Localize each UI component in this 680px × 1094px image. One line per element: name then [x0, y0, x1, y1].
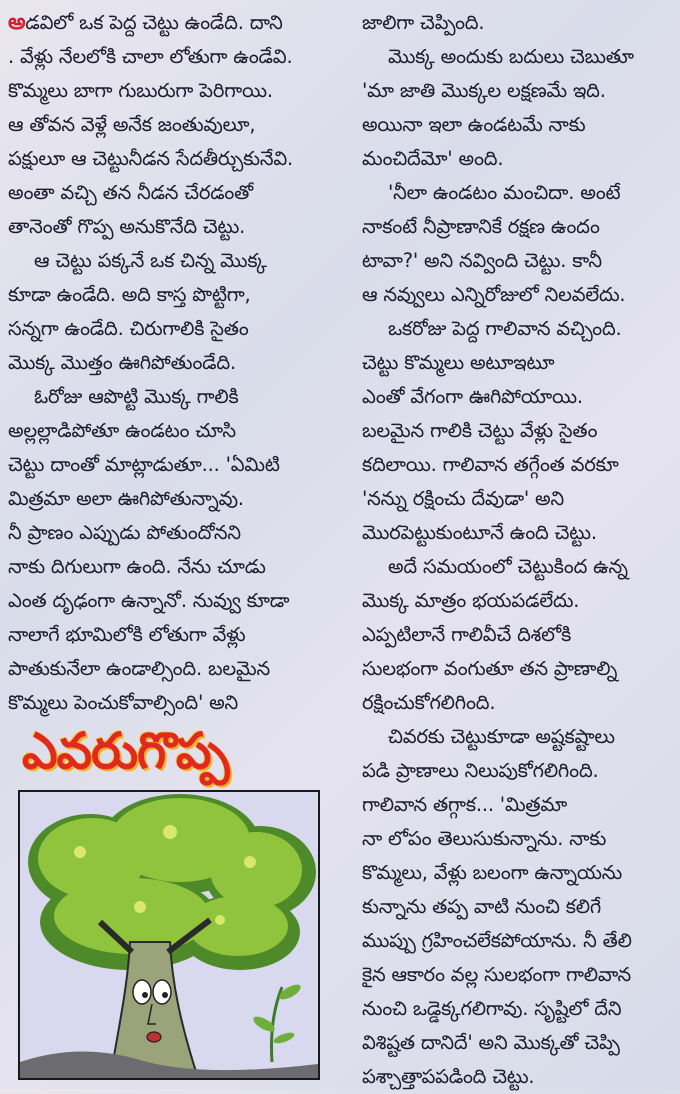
story-line-text: కొమ్మలు బాగా గుబురుగా పెరిగాయి. — [8, 79, 273, 102]
story-line — [362, 142, 674, 176]
story-line-text: సన్నగా ఉండేది. చిరుగాలికి సైతం — [8, 317, 249, 340]
story-line-text: మిత్రమా అలా ఊగిపోతున్నావు. — [8, 487, 244, 510]
story-line — [362, 788, 674, 822]
story-line — [362, 516, 674, 550]
story-line-text: విశిష్టత దానిదే' అని మొక్కతో చెప్పి — [362, 1031, 620, 1054]
story-line — [8, 40, 334, 74]
story-line — [8, 686, 334, 720]
story-line-text: మొక్క మాత్రం భయపడలేదు. — [362, 589, 580, 612]
story-line-text: అదే సమయంలో చెట్టుకింద ఉన్న — [388, 555, 628, 578]
story-line-text: నా లోపం తెలుసుకున్నాను. నాకు — [362, 827, 607, 850]
story-line-text: అంతా వచ్చి తన నీడన చేరడంతో — [8, 181, 253, 204]
story-line — [8, 482, 334, 516]
story-line — [362, 754, 674, 788]
story-line-text: మొక్క మొత్తం ఊగిపోతుండేది. — [8, 351, 236, 374]
story-line-text: కొమ్మలు పెంచుకోవాల్సింది' అని — [8, 691, 239, 714]
story-line-text: పక్షులూ ఆ చెట్టునీడన సేదతీర్చుకునేవి. — [8, 147, 293, 170]
story-line — [8, 414, 334, 448]
story-line — [362, 414, 674, 448]
story-line — [362, 958, 674, 992]
story-right-column — [362, 6, 674, 1094]
story-line — [362, 6, 674, 40]
story-title: ఎవరుగొప్ప — [22, 722, 229, 780]
story-line-text: మొక్క అందుకు బదులు చెబుతూ — [388, 45, 634, 68]
story-line — [362, 74, 674, 108]
tree-illustration — [18, 790, 320, 1080]
story-line — [362, 244, 674, 278]
story-line — [362, 890, 674, 924]
story-line-text: నాకు దిగులుగా ఉంది. నేను చూడు — [8, 555, 266, 578]
story-line — [362, 346, 674, 380]
story-line — [8, 74, 334, 108]
story-line — [8, 516, 334, 550]
story-line-text: గాలివాన తగ్గాక... 'మిత్రమా — [362, 793, 568, 816]
story-line-text: టావా?' అని నవ్వింది చెట్టు. కానీ — [362, 249, 602, 272]
story-line-text: కున్నాను తప్ప వాటి నుంచి కలిగే — [362, 895, 602, 918]
story-line-text: 'మా జాతి మొక్కల లక్షణమే ఇది. — [362, 79, 606, 102]
story-line — [362, 40, 674, 74]
story-line-text: పడి ప్రాణాలు నిలుపుకోగలిగింది. — [362, 759, 599, 782]
story-line-text: సులభంగా వంగుతూ తన ప్రాణాల్ని — [362, 657, 618, 680]
story-line-text: ఆ చెట్టు పక్కనే ఒక చిన్న మొక్క — [34, 249, 267, 272]
story-line-text: చెట్టు కొమ్మలు అటూఇటూ — [362, 351, 555, 374]
story-line — [8, 210, 334, 244]
story-line-text: రక్షించుకోగలిగింది. — [362, 691, 496, 714]
story-line — [362, 992, 674, 1026]
story-line — [8, 618, 334, 652]
story-line-text: నీ ప్రాణం ఎప్పుడు పోతుందోనని — [8, 521, 241, 544]
story-line-text: కూడా ఉండేది. అది కాస్త పొట్టిగా, — [8, 283, 251, 306]
story-line — [362, 652, 674, 686]
story-line — [362, 550, 674, 584]
story-line — [362, 176, 674, 210]
story-line-text: అయినా ఇలా ఉండటమే నాకు — [362, 113, 586, 136]
story-line-text: ఎంతో వేగంగా ఊగిపోయాయి. — [362, 385, 583, 408]
story-line — [362, 1026, 674, 1060]
story-line-text: పాతుకునేలా ఉండాల్సింది. బలమైన — [8, 657, 270, 680]
story-line-text: ఆ తోవన వెళ్లే అనేక జంతువులూ, — [8, 113, 256, 136]
story-line-text: ఓరోజు ఆపొట్టి మొక్క గాలికి — [34, 385, 239, 408]
dropcap-letter: అ — [8, 10, 26, 35]
story-line-text: 'నన్ను రక్షించు దేవుడా' అని — [362, 487, 564, 510]
story-line-text: మొరపెట్టుకుంటూనే ఉంది చెట్టు. — [362, 521, 597, 544]
story-line — [8, 6, 334, 40]
story-line-text: నాకంటే నీప్రాణానికే రక్షణ ఉందం — [362, 215, 600, 238]
story-line — [8, 550, 334, 584]
story-line-text: ఎప్పటిలానే గాలివీచే దిశలోకి — [362, 623, 572, 646]
story-line — [8, 380, 334, 414]
story-line — [8, 278, 334, 312]
story-line — [362, 584, 674, 618]
story-line — [8, 448, 334, 482]
story-line — [8, 244, 334, 278]
story-line — [362, 210, 674, 244]
story-line-text: డవిలో ఒక పెద్ద చెట్టు ఉండేది. దాని — [25, 11, 283, 34]
story-line — [362, 856, 674, 890]
story-line — [8, 176, 334, 210]
story-line-text: పశ్చాత్తాపపడింది చెట్టు. — [362, 1065, 535, 1088]
story-line — [362, 720, 674, 754]
story-line-text: ముప్పు గ్రహించలేకపోయాను. నీ తేలి — [362, 929, 632, 952]
story-line — [362, 618, 674, 652]
story-line — [362, 448, 674, 482]
story-line-text: ఆ నవ్వులు ఎన్నిరోజులో నిలవలేదు. — [362, 283, 626, 306]
story-line-text: కదిలాయి. గాలివాన తగ్గేంత వరకూ — [362, 453, 619, 476]
story-left-column — [8, 6, 334, 720]
story-line — [8, 108, 334, 142]
story-line-text: బలమైన గాలికి చెట్టు వేళ్లు సైతం — [362, 419, 598, 442]
story-line — [8, 312, 334, 346]
story-line-text: ఎంత దృఢంగా ఉన్నానో. నువ్వు కూడా — [8, 589, 290, 612]
story-line-text: ఒకరోజు పెద్ద గాలివాన వచ్చింది. — [388, 317, 622, 340]
story-line — [8, 142, 334, 176]
story-line — [362, 380, 674, 414]
story-line — [8, 584, 334, 618]
story-line — [362, 482, 674, 516]
story-line-text: కొమ్మలు, వేళ్లు బలంగా ఉన్నాయను — [362, 861, 623, 884]
story-line-text: అల్లల్లాడిపోతూ ఉండటం చూసి — [8, 419, 236, 442]
story-line — [8, 652, 334, 686]
story-line-text: చివరకు చెట్టుకూడా అష్టకష్టాలు — [388, 725, 615, 748]
story-line — [362, 686, 674, 720]
story-line — [362, 924, 674, 958]
story-line-text: మంచిదేమో' అంది. — [362, 147, 504, 170]
story-line — [362, 278, 674, 312]
story-line-text: తానెంతో గొప్ప అనుకొనేది చెట్టు. — [8, 215, 246, 238]
story-line-text: 'నీలా ఉండటం మంచిదా. అంటే — [388, 181, 621, 204]
story-line — [362, 312, 674, 346]
story-line — [362, 822, 674, 856]
story-line-text: జాలిగా చెప్పింది. — [362, 11, 485, 34]
story-line — [8, 346, 334, 380]
story-line-text: చెట్టు దాంతో మాట్లాడుతూ... 'ఏమిటి — [8, 453, 280, 476]
story-line — [362, 108, 674, 142]
story-line-text: నుంచి ఒడ్డెక్కగలిగావు. సృష్టిలో దేని — [362, 997, 622, 1020]
story-line-text: కైన ఆకారం వల్ల సులభంగా గాలివాన — [362, 963, 631, 986]
story-line-text: నాలాగే భూమిలోకి లోతుగా వేళ్లు — [8, 623, 246, 646]
story-line-text: . వేళ్లు నేలలోకి చాలా లోతుగా ఉండేవి. — [8, 45, 293, 68]
tree-illustration-icon — [20, 792, 318, 1078]
